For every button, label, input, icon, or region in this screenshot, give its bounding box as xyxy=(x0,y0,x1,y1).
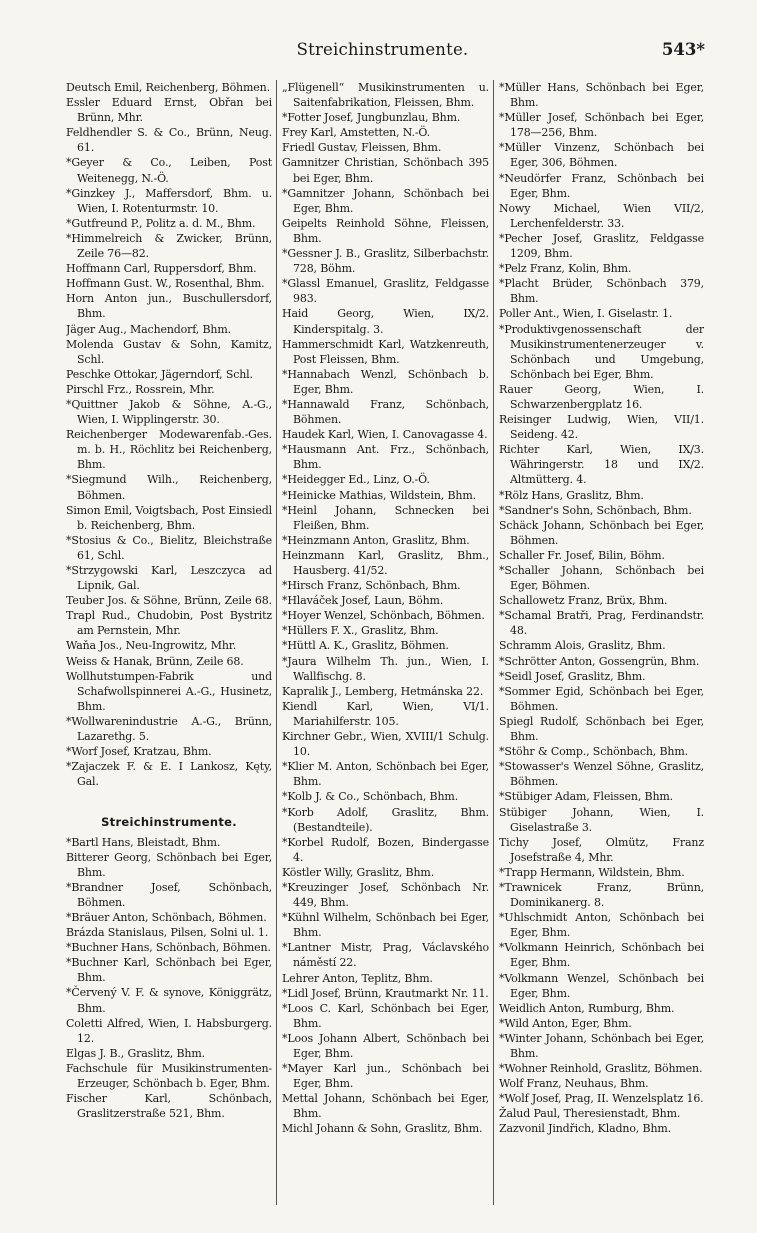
directory-entry: Feldhendler S. & Co., Brünn, Neug. 61. xyxy=(66,126,272,155)
directory-entry: *Červený V. F. & synove, Königgrätz, Bhm. xyxy=(66,986,272,1015)
directory-entry: *Bräuer Anton, Schönbach, Böhmen. xyxy=(66,910,267,924)
directory-entry: Tichy Josef, Olmütz, Franz Josefstraße 4, Mhr. xyxy=(499,835,704,864)
directory-entry: *Korbel Rudolf, Bozen, Bindergasse 4. xyxy=(282,835,489,864)
column-2-entries xyxy=(282,80,489,1137)
directory-entry: *Volkmann Heinrich, Schönbach bei Eger, Bhm. xyxy=(499,941,704,970)
directory-entry: Reisinger Ludwig, Wien, VII/1. Seideng. 42. xyxy=(499,413,704,442)
directory-entry: *Buchner Karl, Schönbach bei Eger, Bhm. xyxy=(66,956,272,985)
directory-entry: *Zajaczek F. & E. I Lankosz, Kęty, Gal. xyxy=(66,760,272,789)
directory-entry: *Korb Adolf, Graslitz, Bhm. (Bestandteile). xyxy=(282,805,489,834)
column-1 xyxy=(66,80,272,1205)
directory-entry: Brázda Stanislaus, Pilsen, Solni ul. 1. xyxy=(66,926,269,940)
directory-entry: Weidlich Anton, Rumburg, Bhm. xyxy=(499,1001,675,1015)
directory-entry: Schramm Alois, Graslitz, Bhm. xyxy=(499,639,666,653)
directory-entry: *Heinzmann Anton, Graslitz, Bhm. xyxy=(282,533,470,547)
directory-entry: *Pecher Josef, Graslitz, Feldgasse 1209, Bhm. xyxy=(499,231,704,261)
directory-entry: *Sommer Egid, Schönbach bei Eger, Böhmen. xyxy=(499,684,704,713)
directory-entry: *Produktivgenossenschaft der Musikinstrumentenerzeuger v. Schönbach und Umgebung, Schönbach bei Eger, Bhm. xyxy=(499,322,704,381)
column-divider xyxy=(493,80,494,1205)
directory-entry: *Müller Vinzenz, Schönbach bei Eger, 306, Böhmen. xyxy=(499,141,704,170)
directory-entry: *Wolf Josef, Prag, II. Wenzelsplatz 16. xyxy=(499,1092,704,1106)
directory-entry: Hammerschmidt Karl, Watzkenreuth, Post Fleissen, Bhm. xyxy=(282,337,489,366)
directory-entry: *Stübiger Adam, Fleissen, Bhm. xyxy=(499,790,674,804)
directory-entry: Schaller Fr. Josef, Bilin, Böhm. xyxy=(499,548,665,562)
directory-entry: Haudek Karl, Wien, I. Canovagasse 4. xyxy=(282,428,488,442)
running-head xyxy=(60,40,705,64)
directory-entry: *Hannabach Wenzl, Schönbach b. Eger, Bhm. xyxy=(282,367,489,396)
directory-entry: Wolf Franz, Neuhaus, Bhm. xyxy=(499,1077,649,1091)
directory-entry: Peschke Ottokar, Jägerndorf, Schl. xyxy=(66,367,253,381)
directory-entry: *Neudörfer Franz, Schönbach bei Eger, Bhm. xyxy=(499,171,704,200)
directory-entry: *Strzygowski Karl, Leszczyca ad Lipnik, Gal. xyxy=(66,564,272,593)
directory-entry: *Heidegger Ed., Linz, O.-Ö. xyxy=(282,473,430,487)
directory-entry: *Gamnitzer Johann, Schönbach bei Eger, Bhm. xyxy=(282,186,489,215)
directory-entry: *Klier M. Anton, Schönbach bei Eger, Bhm. xyxy=(282,760,489,789)
directory-entry: Wollhutstumpen-Fabrik und Schafwollspinnerei A.-G., Husinetz, Bhm. xyxy=(66,669,272,713)
directory-entry: *Stosius & Co., Bielitz, Bleichstraße 61, Schl. xyxy=(66,533,272,562)
directory-entry: Zazvonil Jindřich, Kladno, Bhm. xyxy=(499,1122,672,1136)
directory-entry: *Kreuzinger Josef, Schönbach Nr. 449, Bhm. xyxy=(282,880,489,910)
directory-entry: Kiendl Karl, Wien, VI/1. Mariahilferstr. 105. xyxy=(282,699,489,728)
directory-entry: *Pelz Franz, Kolin, Bhm. xyxy=(499,262,632,276)
directory-entry: *Seidl Josef, Graslitz, Bhm. xyxy=(499,669,646,683)
directory-entry: Poller Ant., Wien, I. Giselastr. 1. xyxy=(499,307,673,321)
directory-entry: *Hannawald Franz, Schönbach, Böhmen. xyxy=(282,397,489,427)
directory-entry: Lehrer Anton, Teplitz, Bhm. xyxy=(282,971,433,985)
directory-entry: Coletti Alfred, Wien, I. Habsburgerg. 12. xyxy=(66,1016,272,1045)
directory-entry: Gamnitzer Christian, Schönbach 395 bei Eger, Bhm. xyxy=(282,156,489,185)
directory-entry: *Gutfreund P., Politz a. d. M., Bhm. xyxy=(66,216,256,230)
directory-entry: Molenda Gustav & Sohn, Kamitz, Schl. xyxy=(66,337,272,366)
directory-entry: Weiss & Hanak, Brünn, Zeile 68. xyxy=(66,654,244,668)
directory-entry: *Müller Josef, Schönbach bei Eger, 178—256, Bhm. xyxy=(499,111,704,140)
directory-entry: *Trawnicek Franz, Brünn, Dominikanerg. 8. xyxy=(499,880,704,910)
directory-entry: *Loos C. Karl, Schönbach bei Eger, Bhm. xyxy=(282,1001,489,1030)
directory-entry: *Geyer & Co., Leiben, Post Weitenegg, N.-Ö. xyxy=(66,156,272,185)
directory-entry: *Müller Hans, Schönbach bei Eger, Bhm. xyxy=(499,81,704,110)
directory-entry: Nowy Michael, Wien VII/2, Lerchenfelderstr. 33. xyxy=(499,201,704,230)
directory-entry: *Uhlschmidt Anton, Schönbach bei Eger, Bhm. xyxy=(499,911,704,940)
directory-entry: *Rölz Hans, Graslitz, Bhm. xyxy=(499,488,644,502)
directory-entry: *Kolb J. & Co., Schönbach, Bhm. xyxy=(282,790,459,804)
directory-entry: Spiegl Rudolf, Schönbach bei Eger, Bhm. xyxy=(499,714,704,744)
section-heading: Streichinstrumente. xyxy=(101,815,237,830)
directory-entry: *Kühnl Wilhelm, Schönbach bei Eger, Bhm. xyxy=(282,911,489,940)
directory-entry: Jäger Aug., Machendorf, Bhm. xyxy=(66,322,231,336)
directory-entry: Bitterer Georg, Schönbach bei Eger, Bhm. xyxy=(66,850,272,879)
directory-entry: Richter Karl, Wien, IX/3. Währingerstr. 18 und IX/2. Altmütterg. 4. xyxy=(499,443,704,487)
directory-entry: *Ginzkey J., Maffersdorf, Bhm. u. Wien, I. Rotenturmstr. 10. xyxy=(66,186,272,215)
directory-entry: *Schamal Bratři, Prag, Ferdinandstr. 48. xyxy=(499,609,704,638)
directory-entry: *Siegmund Wilh., Reichenberg, Böhmen. xyxy=(66,473,272,502)
column-divider xyxy=(276,80,277,1205)
directory-entry: Essler Eduard Ernst, Obřan bei Brünn, Mhr. xyxy=(66,96,272,125)
directory-entry: *Trapp Hermann, Wildstein, Bhm. xyxy=(499,865,685,879)
directory-entry: Hoffmann Gust. W., Rosenthal, Bhm. xyxy=(66,277,265,291)
directory-entry: Frey Karl, Amstetten, N.-Ö. xyxy=(282,126,430,140)
directory-entry: *Loos Johann Albert, Schönbach bei Eger, Bhm. xyxy=(282,1031,489,1060)
directory-entry: Schäck Johann, Schönbach bei Eger, Böhmen. xyxy=(499,518,704,547)
directory-entry: *Hirsch Franz, Schönbach, Bhm. xyxy=(282,579,461,593)
directory-entry: *Schrötter Anton, Gossengrün, Bhm. xyxy=(499,654,700,668)
directory-entry: *Wild Anton, Eger, Bhm. xyxy=(499,1016,632,1030)
directory-entry: Teuber Jos. & Söhne, Brünn, Zeile 68. xyxy=(66,594,272,608)
directory-entry: *Brandner Josef, Schönbach, Böhmen. xyxy=(66,880,272,909)
directory-entry: „Flügenell“ Musikinstrumenten u. Saitenfabrikation, Fleissen, Bhm. xyxy=(282,81,489,110)
directory-entry: Michl Johann & Sohn, Graslitz, Bhm. xyxy=(282,1122,483,1136)
directory-entry: *Stowasser's Wenzel Söhne, Graslitz, Böhmen. xyxy=(499,760,704,789)
directory-entry: Waňa Jos., Neu-Ingrowitz, Mhr. xyxy=(66,639,237,653)
column-3 xyxy=(499,80,704,1205)
directory-entry: Fachschule für Musikinstrumenten-Erzeuger, Schönbach b. Eger, Bhm. xyxy=(66,1061,272,1090)
directory-entry: Fischer Karl, Schönbach, Graslitzerstraße 521, Bhm. xyxy=(66,1092,272,1121)
directory-entry: *Sandner's Sohn, Schönbach, Bhm. xyxy=(499,503,692,517)
directory-entry: *Lantner Mistr, Prag, Václavského náměstí 22. xyxy=(282,941,489,970)
directory-entry: Deutsch Emil, Reichenberg, Böhmen. xyxy=(66,81,270,94)
directory-entry: Köstler Willy, Graslitz, Bhm. xyxy=(282,865,435,879)
directory-entry: Friedl Gustav, Fleissen, Bhm. xyxy=(282,141,442,155)
column-1-entries-bottom xyxy=(66,835,272,1122)
directory-entry: Žalud Paul, Theresienstadt, Bhm. xyxy=(499,1107,681,1121)
directory-entry: *Quittner Jakob & Söhne, A.-G., Wien, I. Wipplingerstr. 30. xyxy=(66,397,272,427)
directory-columns xyxy=(66,80,704,1215)
directory-entry: *Heinicke Mathias, Wildstein, Bhm. xyxy=(282,488,476,502)
directory-entry: *Gessner J. B., Graslitz, Silberbachstr. 728, Böhm. xyxy=(282,247,489,276)
directory-entry: *Buchner Hans, Schönbach, Böhmen. xyxy=(66,941,271,955)
directory-entry: *Placht Brüder, Schönbach 379, Bhm. xyxy=(499,277,704,306)
directory-entry: Kapralik J., Lemberg, Hetmánska 22. xyxy=(282,684,484,698)
directory-entry: *Hausmann Ant. Frz., Schönbach, Bhm. xyxy=(282,443,489,472)
directory-entry: *Mayer Karl jun., Schönbach bei Eger, Bhm. xyxy=(282,1062,489,1091)
directory-entry: Geipelts Reinhold Söhne, Fleissen, Bhm. xyxy=(282,216,489,245)
directory-entry: Pirschl Frz., Rossrein, Mhr. xyxy=(66,382,215,396)
directory-entry: *Schaller Johann, Schönbach bei Eger, Böhmen. xyxy=(499,564,704,593)
page-number: 543* xyxy=(661,40,705,59)
directory-entry: *Heinl Johann, Schnecken bei Fleißen, Bhm. xyxy=(282,503,489,532)
directory-entry: *Hlaváček Josef, Laun, Böhm. xyxy=(282,594,444,608)
directory-entry: Schallowetz Franz, Brüx, Bhm. xyxy=(499,594,668,608)
directory-entry: Hoffmann Carl, Ruppersdorf, Bhm. xyxy=(66,262,257,276)
directory-entry: *Hoyer Wenzel, Schönbach, Böhmen. xyxy=(282,609,485,623)
directory-entry: Kirchner Gebr., Wien, XVIII/1 Schulg. 10. xyxy=(282,730,489,759)
directory-entry: Haid Georg, Wien, IX/2. Kinderspitalg. 3. xyxy=(282,307,489,336)
directory-entry: *Glassl Emanuel, Graslitz, Feldgasse 983. xyxy=(282,277,489,306)
page-title: Streichinstrumente. xyxy=(296,40,469,59)
directory-entry: *Fotter Josef, Jungbunzlau, Bhm. xyxy=(282,111,461,125)
directory-entry: *Hüllers F. X., Graslitz, Bhm. xyxy=(282,624,439,638)
directory-entry: Reichenberger Modewarenfab.-Ges. m. b. H., Röchlitz bei Reichenberg, Bhm. xyxy=(66,428,272,472)
directory-entry: Trapl Rud., Chudobin, Post Bystritz am Pernstein, Mhr. xyxy=(66,609,272,638)
directory-entry: *Hüttl A. K., Graslitz, Böhmen. xyxy=(282,639,449,653)
directory-entry: Elgas J. B., Graslitz, Bhm. xyxy=(66,1046,205,1060)
directory-entry: *Volkmann Wenzel, Schönbach bei Eger, Bhm. xyxy=(499,971,704,1000)
column-3-entries xyxy=(499,80,704,1137)
directory-entry: Mettal Johann, Schönbach bei Eger, Bhm. xyxy=(282,1092,489,1121)
directory-entry: Rauer Georg, Wien, I. Schwarzenbergplatz 16. xyxy=(499,382,704,411)
directory-entry: *Stöhr & Comp., Schönbach, Bhm. xyxy=(499,745,688,759)
directory-entry: *Worf Josef, Kratzau, Bhm. xyxy=(66,745,212,759)
directory-entry: *Wohner Reinhold, Graslitz, Böhmen. xyxy=(499,1062,703,1076)
directory-entry: *Lidl Josef, Brünn, Krautmarkt Nr. 11. xyxy=(282,986,489,1000)
directory-entry: *Bartl Hans, Bleistadt, Bhm. xyxy=(66,835,221,849)
directory-entry: Simon Emil, Voigtsbach, Post Einsiedl b. Reichenberg, Bhm. xyxy=(66,503,272,532)
directory-entry: *Wollwarenindustrie A.-G., Brünn, Lazarethg. 5. xyxy=(66,714,272,744)
directory-entry: Heinzmann Karl, Graslitz, Bhm., Hausberg. 41/52. xyxy=(282,548,489,577)
column-1-entries-top xyxy=(66,80,272,789)
directory-entry: *Himmelreich & Zwicker, Brünn, Zeile 76—82. xyxy=(66,231,272,261)
directory-entry: *Winter Johann, Schönbach bei Eger, Bhm. xyxy=(499,1031,704,1060)
directory-entry: Stübiger Johann, Wien, I. Giselastraße 3. xyxy=(499,805,704,834)
column-2 xyxy=(282,80,489,1205)
directory-entry: *Jaura Wilhelm Th. jun., Wien, I. Wallfischg. 8. xyxy=(282,654,489,683)
directory-entry: Horn Anton jun., Buschullersdorf, Bhm. xyxy=(66,292,272,321)
